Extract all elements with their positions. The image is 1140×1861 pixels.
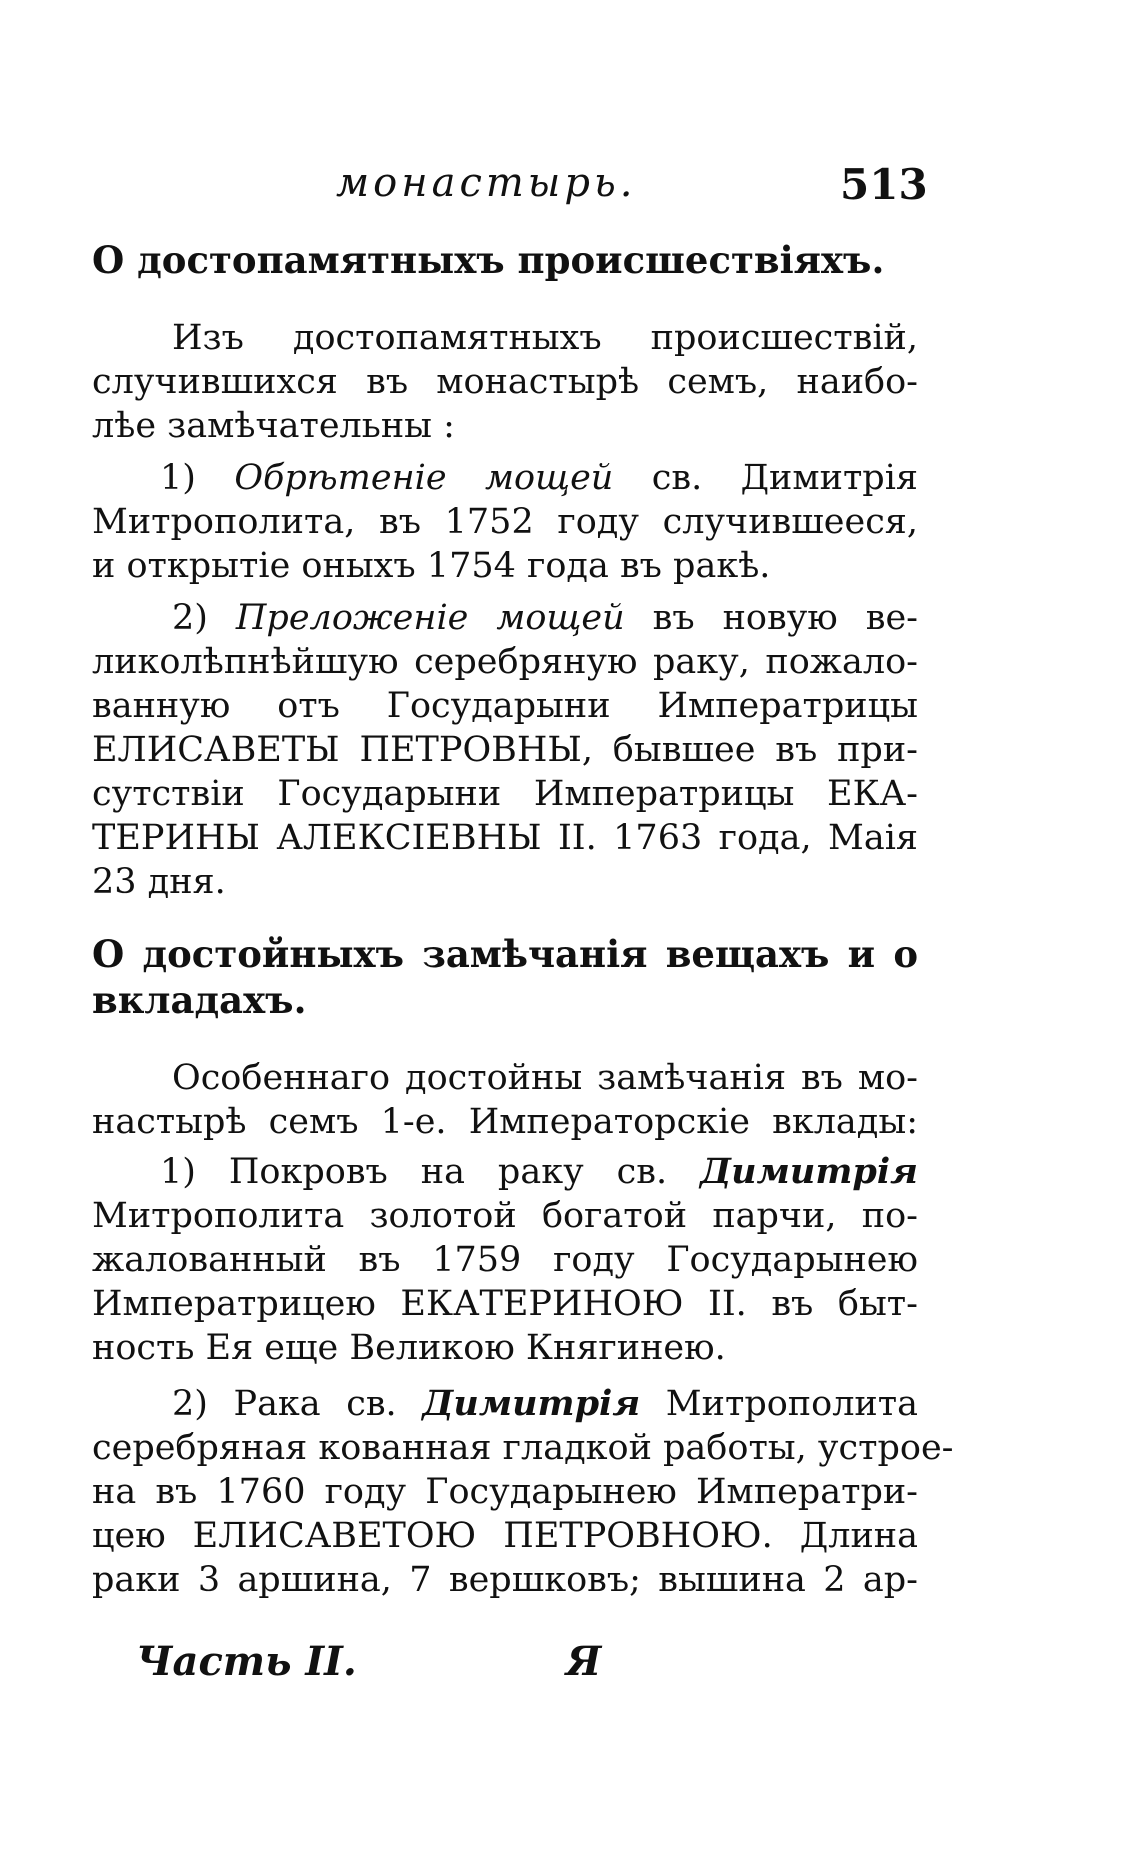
item-number: 2)	[172, 598, 236, 638]
item-name: Димитрія	[422, 1383, 641, 1424]
list-item-first-line	[160, 456, 918, 500]
item-text: въ новую ве-	[624, 598, 918, 638]
item-text: св. Димитрія	[613, 458, 918, 498]
list-item-first-line	[172, 1382, 918, 1426]
item-text: Покровъ на раку св.	[228, 1152, 701, 1192]
running-head: монастырь.	[336, 160, 637, 206]
text-line: настырѣ семъ 1-е. Императорскіе вклады:	[92, 1102, 918, 1142]
text-line: жалованный въ 1759 году Государынею	[92, 1240, 918, 1280]
list-item-first-line	[172, 596, 918, 640]
text-line: Императрицею ЕКАТЕРИНОЮ II. въ быт-	[92, 1284, 918, 1324]
signature-mark: Часть II.	[136, 1638, 357, 1685]
item-text: Митрополита	[640, 1384, 918, 1424]
text-line: на въ 1760 году Государынею Императри-	[92, 1472, 918, 1512]
item-title: Преложеніе мощей	[235, 598, 625, 638]
text-line: цею ЕЛИСАВЕТОЮ ПЕТРОВНОЮ. Длина	[92, 1516, 918, 1556]
text-line: ликолѣпнѣйшую серебряную раку, пожало-	[92, 642, 918, 682]
list-item-first-line	[160, 1150, 918, 1194]
text-line: и открытіе оныхъ 1754 года въ ракѣ.	[92, 546, 771, 586]
text-line: Особеннаго достойны замѣчанія въ мо-	[172, 1058, 918, 1098]
text-line: ность Ея еще Великою Княгинею.	[92, 1328, 726, 1368]
text-line: Митрополита золотой богатой парчи, по-	[92, 1196, 918, 1236]
item-title: Обрѣтеніе мощей	[234, 458, 614, 498]
text-line: лѣе замѣчательны :	[92, 406, 455, 446]
text-line: ванную отъ Государыни Императрицы	[92, 686, 918, 726]
text-line: серебряная кованная гладкой работы, устрое-	[92, 1428, 954, 1468]
section-heading: вкладахъ.	[92, 978, 307, 1022]
text-line: ТЕРИНЫ АЛЕКСІЕВНЫ II. 1763 года, Маія	[92, 818, 918, 858]
text-line: Изъ достопамятныхъ происшествій,	[172, 318, 918, 358]
item-number: 1)	[160, 458, 235, 498]
section-heading: О достопамятныхъ происшествіяхъ.	[92, 238, 885, 282]
item-number: 1)	[160, 1152, 229, 1192]
page-number: 513	[840, 160, 928, 209]
text-line: раки 3 аршина, 7 вершковъ; вышина 2 ар-	[92, 1560, 918, 1600]
text-line: Митрополита, въ 1752 году случившееся,	[92, 502, 918, 542]
section-heading: О достойныхъ замѣчанія вещахъ и о	[92, 932, 918, 976]
item-text: Рака св.	[233, 1384, 423, 1424]
text-line: случившихся въ монастырѣ семъ, наибо-	[92, 362, 918, 402]
item-name: Димитрія	[700, 1151, 918, 1192]
signature-letter: Я	[566, 1638, 602, 1685]
text-line: 23 дня.	[92, 862, 226, 902]
item-number: 2)	[172, 1384, 234, 1424]
text-line: ЕЛИСАВЕТЫ ПЕТРОВНЫ, бывшее въ при-	[92, 730, 918, 770]
text-line: сутствіи Государыни Императрицы ЕКА-	[92, 774, 918, 814]
